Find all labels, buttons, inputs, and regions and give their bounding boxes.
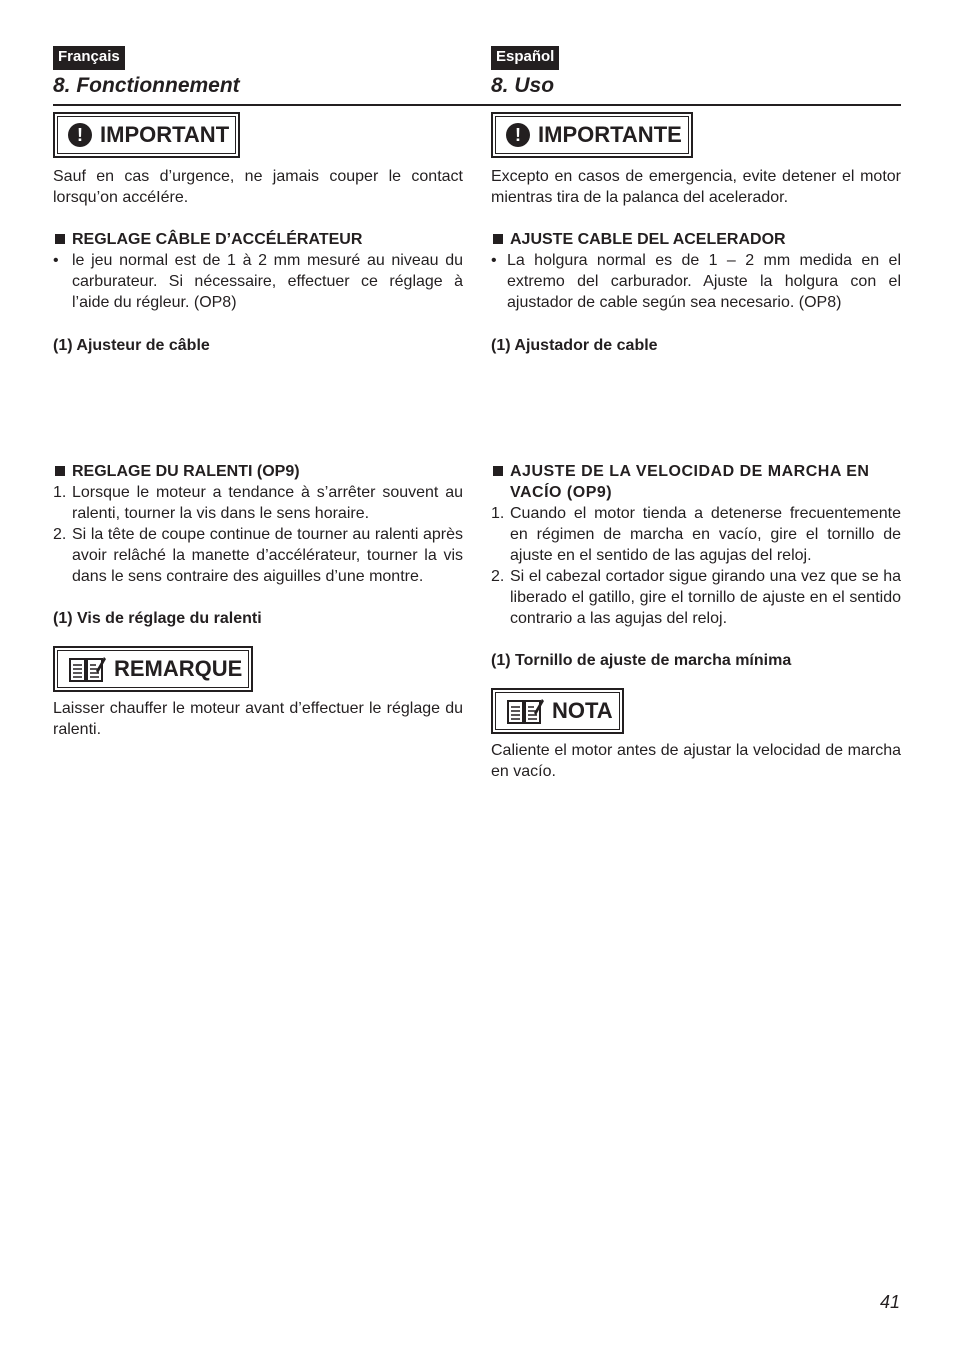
square-bullet-icon xyxy=(493,466,503,476)
idle-heading-es: AJUSTE DE LA VELOCIDAD DE MARCHA EN VACÍO (OP9) xyxy=(491,461,901,503)
note-text-fr: Laisser chauffer le moteur avant d’effectuer le réglage du ralenti. xyxy=(53,700,463,738)
idle-item-2-es: 2. Si el cabezal cortador sigue girando una vez que se ha liberado el gatillo, gire el tornillo de ajuste en el sentido contrario a las agujas del reloj. xyxy=(491,568,901,627)
idle-item-1-fr: 1. Lorsque le moteur a tendance à s’arrêter souvent au ralenti, tourner la vis dans le sens horaire. xyxy=(53,484,463,522)
cable-bullet-es: • La holgura normal es de 1 – 2 mm medida en el extremo del carburador. Ajuste la holgura con el ajustador de cable según sea necesario. (OP8) xyxy=(491,252,901,311)
idle-caption-es: (1) Tornillo de ajuste de marcha mínima xyxy=(491,652,792,669)
french-column xyxy=(53,46,463,740)
exclamation-icon: ! xyxy=(506,123,530,147)
square-bullet-icon xyxy=(55,234,65,244)
note-text-es: Caliente el motor antes de ajustar la velocidad de marcha en vacío. xyxy=(491,742,901,780)
section-title-es: 8. Uso xyxy=(491,74,555,97)
important-text-fr: Sauf en cas d’urgence, ne jamais couper le contact lorsqu’on accéIére. xyxy=(53,168,463,206)
square-bullet-icon xyxy=(493,234,503,244)
page-number: 41 xyxy=(879,1292,900,1312)
important-box-fr xyxy=(53,112,463,158)
cable-heading-es: AJUSTE CABLE DEL ACELERADOR xyxy=(491,229,901,250)
book-pencil-icon xyxy=(506,697,544,725)
note-box-fr xyxy=(53,646,463,692)
book-pencil-icon xyxy=(68,655,106,683)
note-label-es: NOTA xyxy=(552,698,613,723)
language-tag-es: Español xyxy=(491,46,559,70)
idle-caption-fr: (1) Vis de réglage du ralenti xyxy=(53,610,262,627)
idle-item-1-es: 1. Cuando el motor tienda a detenerse frecuentemente en régimen de marcha en vacío, gire el tornillo de ajuste en el sentido de las agujas del reloj. xyxy=(491,505,901,564)
language-tag-fr: Français xyxy=(53,46,125,70)
cable-heading-fr: REGLAGE CÂBLE D’ACCÉLÉRATEUR xyxy=(53,229,463,250)
idle-heading-fr: REGLAGE DU RALENTI (OP9) xyxy=(53,461,463,482)
cable-caption-es: (1) Ajustador de cable xyxy=(491,337,658,354)
important-text-es: Excepto en casos de emergencia, evite detener el motor mientras tira de la palanca del acelerador. xyxy=(491,168,901,206)
square-bullet-icon xyxy=(55,466,65,476)
important-label-fr: IMPORTANT xyxy=(100,122,230,147)
important-box-es xyxy=(491,112,901,158)
spanish-column xyxy=(491,46,901,782)
note-box-es xyxy=(491,688,901,734)
important-label-es: IMPORTANTE xyxy=(538,122,682,147)
exclamation-icon: ! xyxy=(68,123,92,147)
section-title-fr: 8. Fonctionnement xyxy=(53,74,240,97)
note-label-fr: REMARQUE xyxy=(114,656,243,681)
idle-item-2-fr: 2. Si la tête de coupe continue de tourner au ralenti après avoir relâché la manette d’accélérateur, tourner la vis dans le sens contraire des aiguilles d’une montre. xyxy=(53,526,463,585)
cable-bullet-fr: • le jeu normal est de 1 à 2 mm mesuré au niveau du carburateur. Si nécessaire, effectuer ce réglage à l’aide du régleur. (OP8) xyxy=(53,252,463,311)
cable-caption-fr: (1) Ajusteur de câble xyxy=(53,337,210,354)
